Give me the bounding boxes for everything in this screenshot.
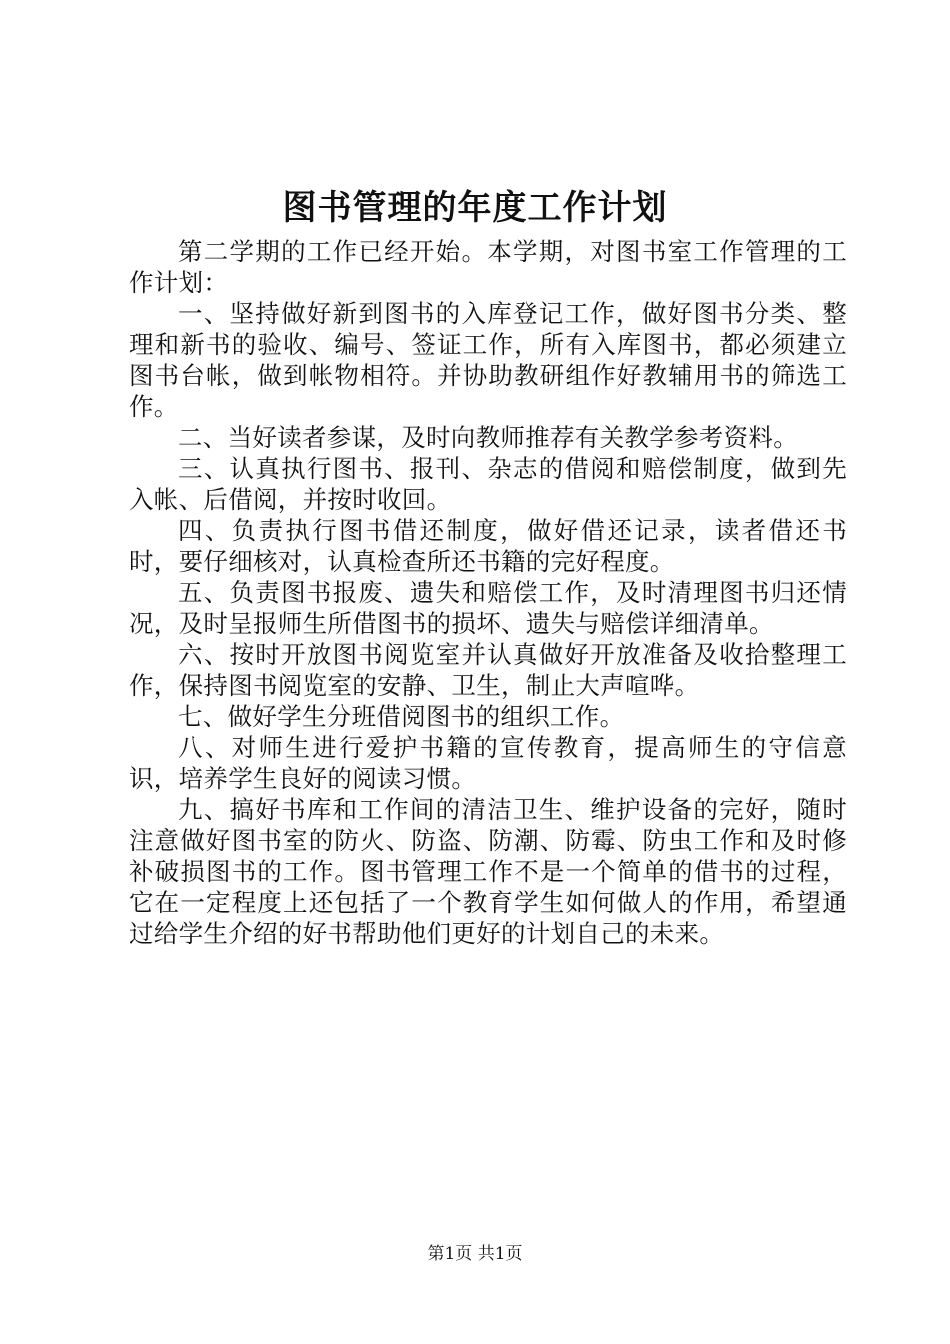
paragraph-item-5: 五、负责图书报废、遗失和赔偿工作，及时清理图书归还情况，及时呈报师生所借图书的损坏、遗失与赔偿详细清单。: [129, 578, 847, 638]
paragraph-item-6: 六、按时开放图书阅览室并认真做好开放准备及收拾整理工作，保持图书阅览室的安静、卫生，制止大声喧哗。: [129, 640, 847, 700]
paragraph-item-9: 九、搞好书库和工作间的清洁卫生、维护设备的完好，随时注意做好图书室的防火、防盗、防潮、防霉、防虫工作和及时修补破损图书的工作。图书管理工作不是一个简单的借书的过程，它在一定程度上还包括了一个教育学生如何做人的作用，希望通过给学生介绍的好书帮助他们更好的计划自己的未来。: [129, 795, 847, 948]
paragraph-item-1: 一、坚持做好新到图书的入库登记工作，做好图书分类、整理和新书的验收、编号、签证工作，所有入库图书，都必须建立图书台帐，做到帐物相符。并协助教研组作好教辅用书的筛选工作。: [129, 299, 847, 421]
paragraph-item-8: 八、对师生进行爱护书籍的宣传教育，提高师生的守信意识，培养学生良好的阅读习惯。: [129, 733, 847, 793]
paragraph-item-4: 四、负责执行图书借还制度，做好借还记录，读者借还书时，要仔细核对，认真检查所还书籍的完好程度。: [129, 516, 847, 576]
paragraph-item-2: 二、当好读者参谋，及时向教师推荐有关教学参考资料。: [178, 423, 798, 452]
paragraph-intro: 第二学期的工作已经开始。本学期，对图书室工作管理的工作计划：: [129, 237, 847, 297]
page-footer: 第1页 共1页: [427, 1244, 523, 1264]
paragraph-item-7: 七、做好学生分班借阅图书的组织工作。: [178, 702, 625, 731]
paragraph-item-3: 三、认真执行图书、报刊、杂志的借阅和赔偿制度，做到先入帐、后借阅，并按时收回。: [129, 454, 847, 514]
document-body: [129, 236, 847, 949]
document-title: 图书管理的年度工作计划: [282, 188, 668, 228]
